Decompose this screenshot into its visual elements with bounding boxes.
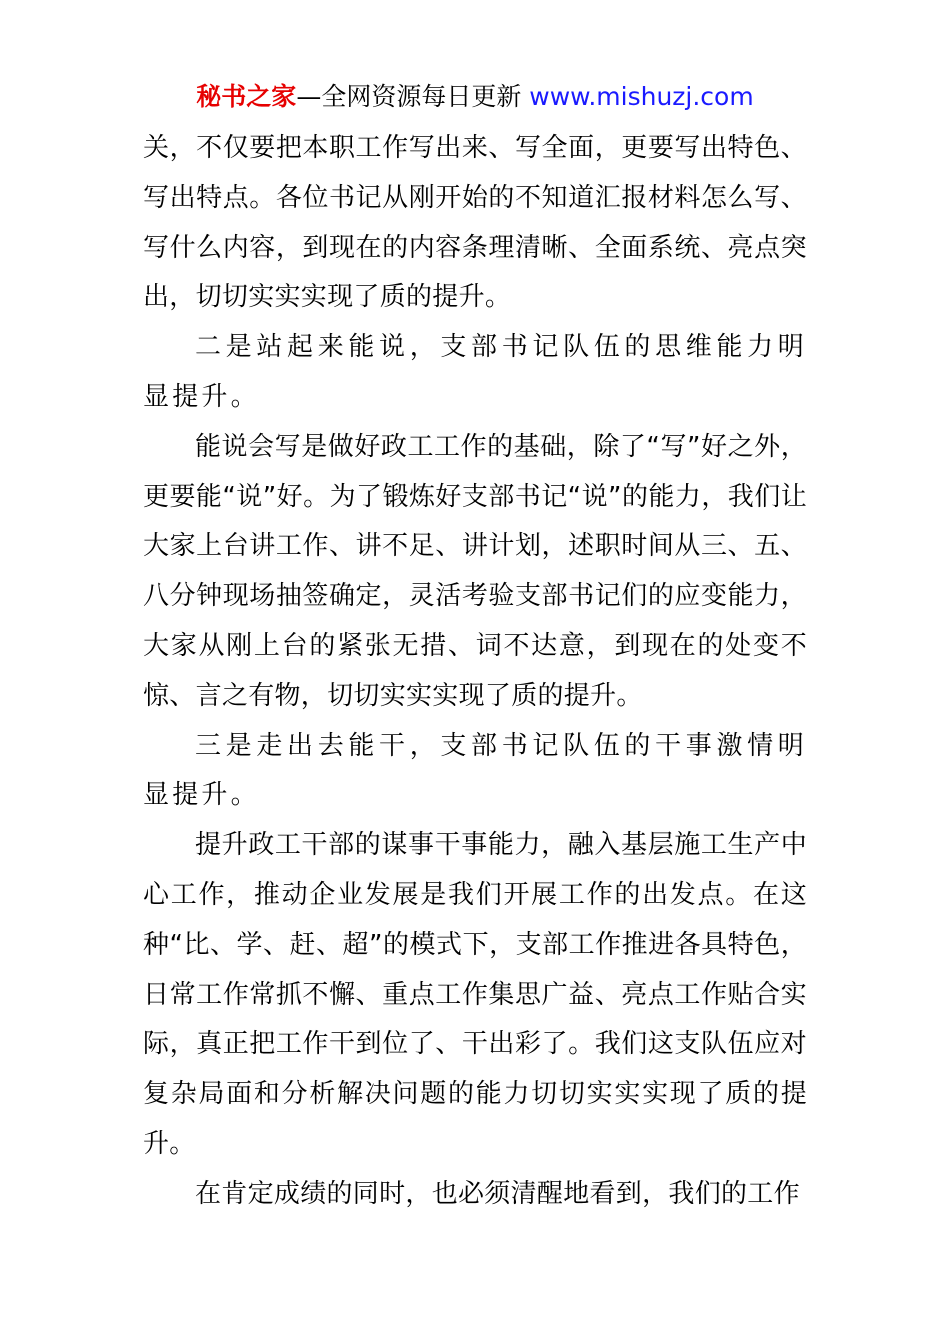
site-brand: 秘书之家	[196, 82, 297, 111]
section-heading-act: 三是走出去能干，支部书记队伍的干事激情明显提升。	[143, 730, 807, 811]
page-header	[0, 80, 950, 114]
paragraph-speak: 能说会写是做好政工工作的基础，除了“写”好之外，更要能“说”好。为了锻炼好支部书记“说”的能力，我们让大家上台讲工作、讲不足、讲计划，述职时间从三、五、八分钟现场抽签确定，灵活考验支部书记们的应变能力，大家从刚上台的紧张无措、词不达意，到现在的处变不惊、言之有物，切切实实实现了质的提升。	[143, 431, 807, 711]
section-heading-speak: 二是站起来能说，支部书记队伍的思维能力明显提升。	[143, 332, 807, 412]
paragraph-act: 提升政工干部的谋事干事能力，融入基层施工生产中心工作，推动企业发展是我们开展工作的出发点。在这种“比、学、赶、超”的模式下，支部工作推进各具特色，日常工作常抓不懈、重点工作集思广益、亮点工作贴合实际，真正把工作干到位了、干出彩了。我们这支队伍应对复杂局面和分析解决问题的能力切切实实实现了质的提升。	[143, 830, 807, 1159]
paragraph-continuation: 关，不仅要把本职工作写出来、写全面，更要写出特色、写出特点。各位书记从刚开始的不知道汇报材料怎么写、写什么内容，到现在的内容条理清晰、全面系统、亮点突出，切切实实实现了质的提升。	[143, 133, 807, 313]
paragraph-closing: 在肯定成绩的同时，也必须清醒地看到，我们的工作	[195, 1178, 800, 1209]
site-url[interactable]: www.mishuzj.com	[529, 82, 754, 111]
document-body	[143, 124, 807, 1220]
site-tagline: —全网资源每日更新	[296, 82, 522, 111]
